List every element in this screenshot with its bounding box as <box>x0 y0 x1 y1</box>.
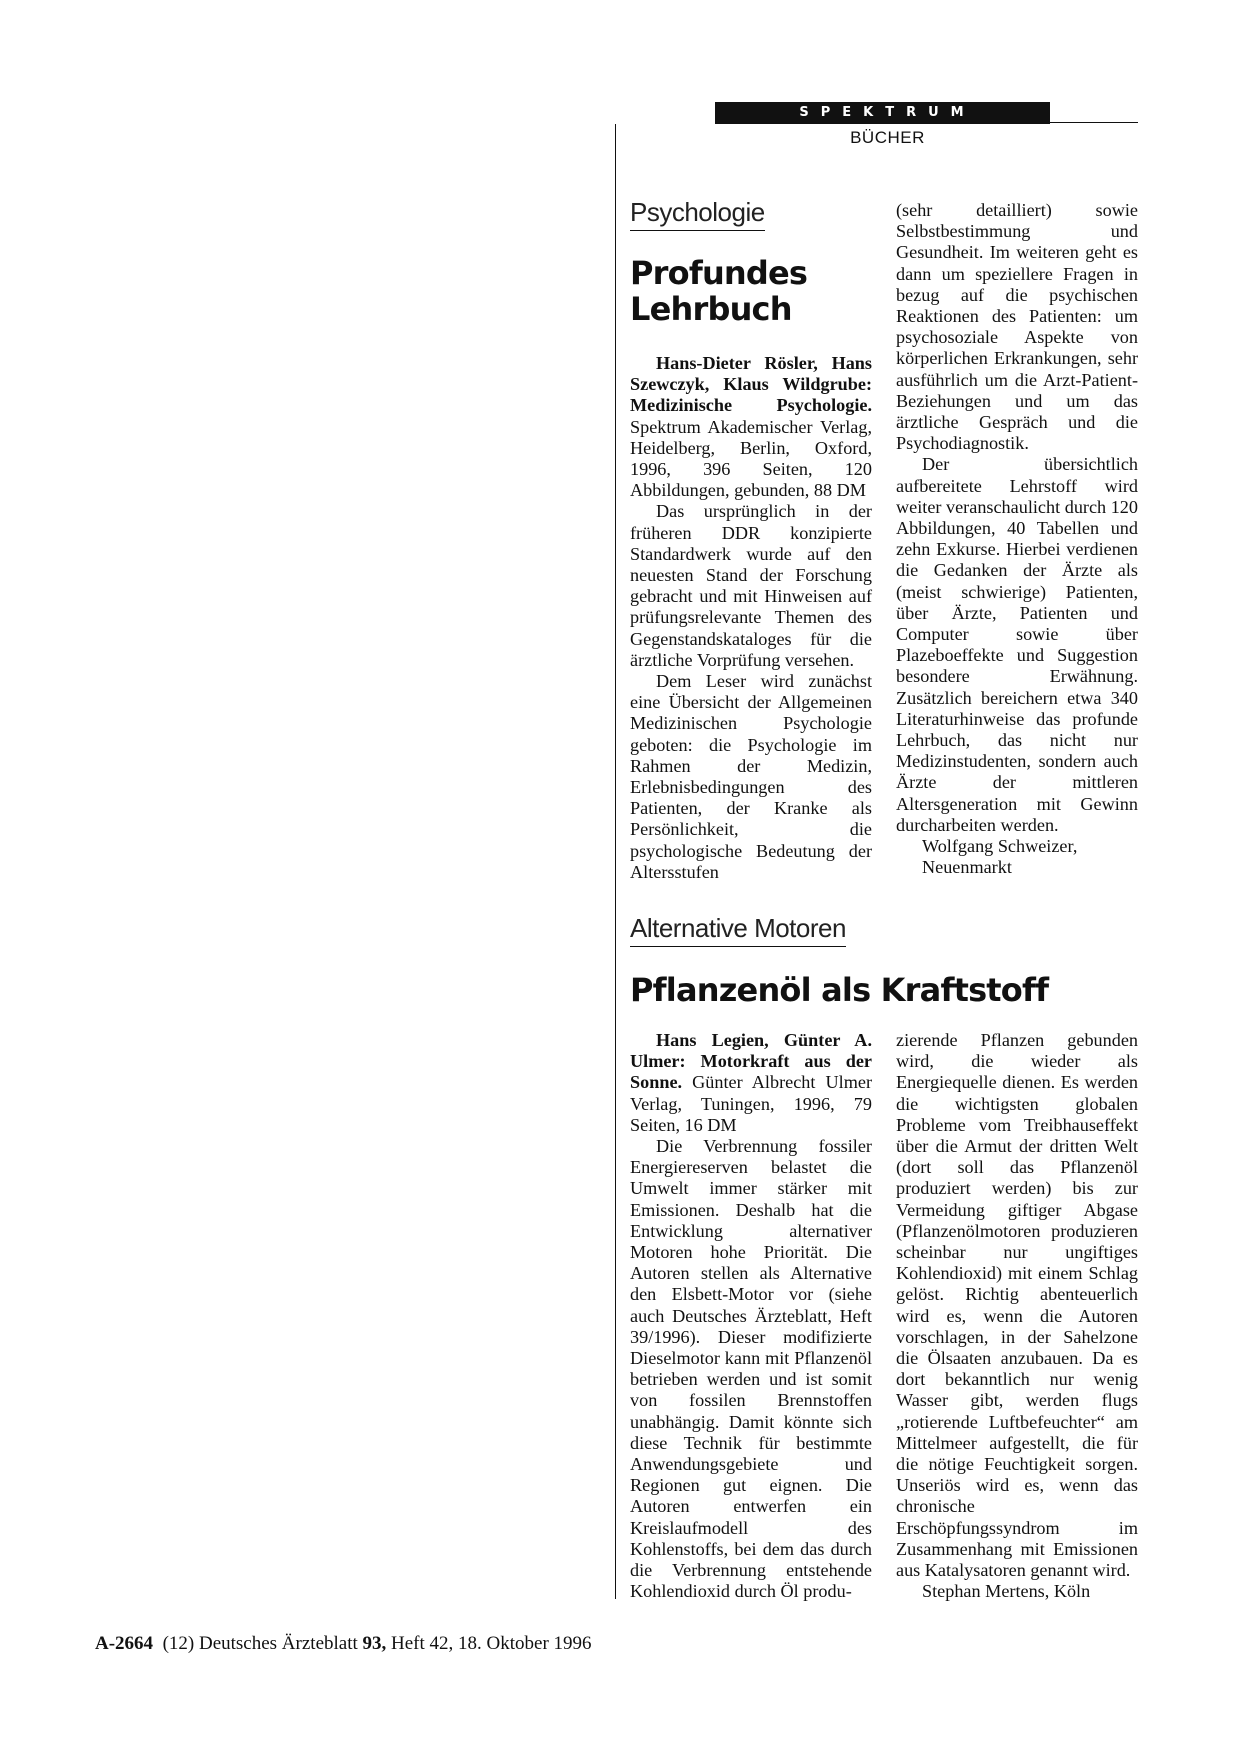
book-authors-title: Hans Legien, Günter A. Ulmer: Motorkraft aus der Sonne. <box>630 1030 872 1093</box>
body-paragraph: Dem Leser wird zunächst eine Übersicht der Allgemeinen Medizinischen Psychologie geboten: die Psychologie im Rahmen der Medizin, Erlebnisbedingungen des Patienten, der Kranke als Persönlichkeit, die psychologische Bedeutung der Altersstufen <box>630 671 872 882</box>
book-details: Spektrum Akademischer Verlag, Heidelberg, Berlin, Oxford, 1996, 396 Seiten, 120 Abbildungen, gebunden, 88 DM <box>630 416 872 501</box>
article-headline: Pflanzenöl als Kraftstoff <box>630 971 1049 1009</box>
article1-column-left <box>630 353 872 883</box>
body-paragraph: (sehr detailliert) sowie Selbstbestimmung und Gesundheit. Im weiteren geht es dann um speziellere Fragen in bezug auf die psychischen Reaktionen des Patienten: um psychosoziale Aspekte von körperlichen Erkrankungen, sehr ausführlich um die Arzt-Patient-Beziehungen und um das ärztliche Gespräch und die Psychodiagnostik. <box>896 200 1138 454</box>
body-paragraph: Die Verbrennung fossiler Energiereserven belastet die Umwelt immer stärker mit Emissionen. Deshalb hat die Entwicklung alternativer Motoren hohe Priorität. Die Autoren stellen als Alternative den Elsbett-Motor vor (siehe auch Deutsches Ärzteblatt, Heft 39/1996). Dieser modifizierte Dieselmotor kann mit Pflanzenöl betrieben werden und ist somit von fossilen Brennstoffen unabhängig. Damit könnte sich diese Technik für bestimmte Anwendungsgebiete und Regionen gut eignen. Die Autoren entwerfen ein Kreislaufmodell des Kohlenstoffs, bei dem das durch die Verbrennung entstehende Kohlendioxid durch Öl produ- <box>630 1136 872 1602</box>
body-paragraph: Das ursprünglich in der früheren DDR konzipierte Standardwerk wurde auf den neuesten Stand der Forschung gebracht und mit Hinweisen auf prüfungsrelevante Themen des Gegenstandskataloges für die ärztliche Vorprüfung versehen. <box>630 501 872 670</box>
article1-column-right <box>896 200 1138 879</box>
reviewer-name: Stephan Mertens, Köln <box>922 1581 1091 1602</box>
page-code: A-2664 <box>95 1633 154 1654</box>
body-paragraph: Der übersichtlich aufbereitete Lehrstoff wird weiter veranschaulicht durch 120 Abbildungen, 40 Tabellen und zehn Exkurse. Hierbei verdienen die Gedanken der Ärzte als (meist schwierige) Patienten, über Ärzte, Patienten und Computer sowie über Plazeboeffekte und Suggestion besondere Erwähnung. Zusätzlich bereichern etwa 340 Literaturhinweise das profunde Lehrbuch, das nicht nur Medizinstudenten, sondern auch Ärzte der mittleren Altersgeneration mit Gewinn durcharbeiten werden. <box>896 454 1138 835</box>
book-authors-title: Hans-Dieter Rösler, Hans Szewczyk, Klaus Wildgrube: Medizinische Psychologie. <box>630 353 872 416</box>
headline-line-1: Profundes <box>630 254 808 292</box>
column-divider <box>615 124 616 1599</box>
article-headline-block <box>630 972 1140 1008</box>
reviewer-name: Wolfgang Schweizer, <box>922 836 1078 857</box>
article2-column-left <box>630 1030 872 1602</box>
book-reference <box>630 1030 872 1136</box>
header-rule <box>1050 122 1138 123</box>
reviewer-place: Neuenmarkt <box>922 857 1012 878</box>
article-alternative-motoren <box>630 913 1140 947</box>
book-details: Günter Albrecht Ulmer Verlag, Tuningen, 1996, 79 Seiten, 16 DM <box>630 1072 872 1135</box>
issue-prefix: (12) Deutsches Ärzteblatt <box>153 1633 363 1654</box>
issue-suffix: Heft 42, 18. Oktober 1996 <box>386 1633 592 1654</box>
headline-line-2: Lehrbuch <box>630 290 792 328</box>
page-footer <box>95 1633 592 1655</box>
volume-number: 93, <box>362 1633 387 1654</box>
article-category: Psychologie <box>630 197 765 231</box>
section-banner: SPEKTRUM <box>715 102 1050 124</box>
article2-column-right <box>896 1030 1138 1602</box>
article-category: Alternative Motoren <box>630 913 846 947</box>
subsection-label: BÜCHER <box>850 128 925 147</box>
body-paragraph: zierende Pflanzen gebunden wird, die wieder als Energiequelle dienen. Es werden die wichtigsten globalen Probleme vom Treibhauseffekt über die Armut der dritten Welt (dort soll das Pflanzenöl produziert werden) bis zur Vermeidung giftiger Abgase (Pflanzenölmotoren produzieren scheinbar nur ungiftiges Kohlendioxid) mit einem Schlag gelöst. Richtig abenteuerlich wird es, wenn die Autoren vorschlagen, in der Sahelzone die Ölsaaten anzubauen. Da es dort bekanntlich nur wenig Wasser gibt, werden flugs „rotierende Luftbefeuchter“ am Mittelmeer aufgestellt, die für die nötige Feuchtigkeit sorgen. Unseriös wird es, wenn das chronische Erschöpfungssyndrom im Zusammenhang mit Emissionen aus Katalysatoren genannt wird. <box>896 1030 1138 1581</box>
book-reference <box>630 353 872 501</box>
